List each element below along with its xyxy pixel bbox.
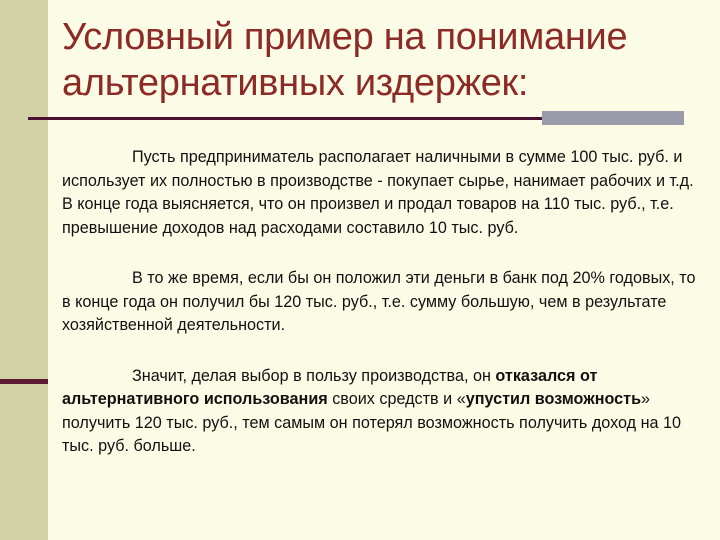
paragraph-3-text-c: » получить 120 тыс. руб., тем самым он потерял возможность получить доход на 10 тыс. руб. больше. xyxy=(62,390,682,455)
paragraph-2 xyxy=(62,267,698,338)
paragraph-3-bold-b: упустил возможность xyxy=(465,390,642,408)
slide-title-line1: Условный пример на понимание xyxy=(62,16,628,58)
paragraph-1 xyxy=(62,146,698,240)
paragraph-1-text: Пусть предприниматель располагает наличными в сумме 100 тыс. руб. и использует их полностью в производстве - покупает сырье, нанимает рабочих и т.д. В конце года выясняется, что он произвел и продал товаров на 110 тыс. руб., т.е. превышение доходов над расходами составило 10 тыс. руб. xyxy=(62,148,694,237)
title-divider-block xyxy=(542,111,684,125)
slide-title xyxy=(62,14,702,106)
slide-body xyxy=(62,146,698,486)
left-accent-bar xyxy=(0,379,48,384)
paragraph-3-bold-a: отказался от альтернативного использования xyxy=(62,366,598,408)
paragraph-3-text-a: Значит, делая выбор в пользу производства, он xyxy=(132,366,496,385)
slide-title-line2: альтернативных издержек: xyxy=(62,62,529,104)
paragraph-2-text: В то же время, если бы он положил эти деньги в банк под 20% годовых, то в конце года он получил бы 120 тыс. руб., т.е. сумму большую, чем в результате хозяйственной деятельности. xyxy=(62,269,696,334)
left-decorative-band xyxy=(0,0,48,540)
paragraph-3 xyxy=(62,365,698,459)
paragraph-3-text-b: своих средств и « xyxy=(327,390,466,408)
